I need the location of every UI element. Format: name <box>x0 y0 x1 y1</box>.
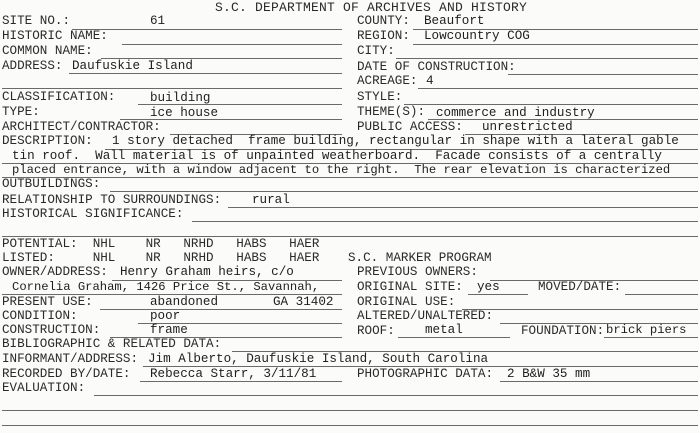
evaluation-line-3 <box>2 425 698 426</box>
owner-value-2: Cornelia Graham, 1426 Price St., Savannah, <box>12 280 320 294</box>
region-line <box>413 44 698 45</box>
site-no-line <box>72 29 342 30</box>
present-use-line <box>100 309 342 310</box>
acreage-label: ACREAGE: <box>357 74 418 88</box>
photographic-value: 2 B&W 35 mm <box>507 367 591 381</box>
style-line <box>404 104 698 105</box>
historical-significance-label: HISTORICAL SIGNIFICANCE: <box>2 207 184 221</box>
county-value: Beaufort <box>424 14 485 28</box>
theme-value: commerce and industry <box>436 106 595 120</box>
outbuildings-line <box>110 191 698 192</box>
form-title: S.C. DEPARTMENT OF ARCHIVES AND HISTORY <box>215 0 528 15</box>
present-use-label: PRESENT USE: <box>2 295 93 309</box>
construction-label: CONSTRUCTION: <box>2 323 101 337</box>
address-label: ADDRESS: <box>2 59 63 73</box>
architect-label: ARCHITECT/CONTRACTOR: <box>2 120 161 134</box>
previous-owners-label: PREVIOUS OWNERS: <box>357 265 478 279</box>
condition-label: CONDITION: <box>2 309 78 323</box>
photographic-label: PHOTOGRAPHIC DATA: <box>357 367 494 381</box>
region-value: Lowcountry COG <box>424 29 530 43</box>
county-label: COUNTY: <box>357 14 410 28</box>
classification-line <box>138 104 342 105</box>
relationship-label: RELATIONSHIP TO SURROUNDINGS: <box>2 193 222 207</box>
type-value: ice house <box>150 106 219 120</box>
potential-label: POTENTIAL: NHL NR NRHD HABS HAER <box>2 237 320 251</box>
public-access-label: PUBLIC ACCESS: <box>357 120 463 134</box>
evaluation-line <box>94 395 698 396</box>
owner-value-3: GA 31402 <box>273 295 334 309</box>
public-access-value: unrestricted <box>482 120 573 134</box>
site-no-value: 61 <box>150 14 166 28</box>
foundation-line <box>604 337 698 338</box>
bibliographic-label: BIBLIOGRAPHIC & RELATED DATA: <box>2 337 222 351</box>
address-value: Daufuskie Island <box>72 59 193 73</box>
classification-value: building <box>150 91 211 105</box>
informant-label: INFORMANT/ADDRESS: <box>2 352 139 366</box>
acreage-value: 4 <box>426 74 434 88</box>
listed-label: LISTED: NHL NR NRHD HABS HAER <box>2 251 320 265</box>
roof-line <box>398 337 510 338</box>
date-of-construction-label: DATE OF CONSTRUCTION: <box>357 60 516 74</box>
description-label: DESCRIPTION: <box>2 134 93 148</box>
marker-program-label: S.C. MARKER PROGRAM <box>348 251 492 265</box>
recorded-by-value: Rebecca Starr, 3/11/81 <box>150 367 317 381</box>
city-label: CITY: <box>357 44 395 58</box>
description-line-1-text: 1 story detached frame building, rectangular in shape with a lateral gable <box>112 134 679 148</box>
theme-label: THEME(S): <box>357 105 426 119</box>
original-use-line <box>462 309 698 310</box>
outbuildings-label: OUTBUILDINGS: <box>2 177 101 191</box>
description-line-3-text: placed entrance, with a window adjacent to the right. The rear elevation is characterized <box>12 163 671 177</box>
original-site-line <box>468 294 528 295</box>
type-label: TYPE: <box>2 105 40 119</box>
classification-label: CLASSIFICATION: <box>2 90 116 104</box>
style-label: STYLE: <box>357 90 403 104</box>
condition-value: poor <box>150 309 181 323</box>
construction-value: frame <box>150 323 188 337</box>
address-line <box>69 73 342 74</box>
owner-address-label: OWNER/ADDRESS: <box>2 265 108 279</box>
date-of-construction-line <box>508 74 698 75</box>
roof-label: ROOF: <box>357 324 395 338</box>
evaluation-line-2 <box>2 410 698 411</box>
description-line-3 <box>2 177 698 178</box>
foundation-value: brick piers <box>606 323 687 337</box>
address-line-2 <box>2 88 342 89</box>
recorded-by-line <box>140 381 342 382</box>
moved-date-label: MOVED/DATE: <box>538 280 622 294</box>
owner-value-1: Henry Graham heirs, c/o <box>120 265 294 279</box>
region-label: REGION: <box>357 29 410 43</box>
historic-name-label: HISTORIC NAME: <box>2 29 108 43</box>
original-use-label: ORIGINAL USE: <box>357 295 456 309</box>
city-line <box>396 58 698 59</box>
original-site-label: ORIGINAL SITE: <box>357 280 463 294</box>
historic-name-line <box>122 44 342 45</box>
foundation-label: FOUNDATION: <box>521 324 605 338</box>
site-no-label: SITE NO.: <box>2 14 71 28</box>
relationship-value: rural <box>252 193 290 207</box>
description-line-2-text: tin roof. Wall material is of unpainted weatherboard. Facade consists of a centrally <box>12 149 662 163</box>
relationship-line <box>228 207 698 208</box>
historical-significance-line <box>192 221 698 222</box>
roof-value: metal <box>425 323 463 337</box>
photographic-line <box>500 381 698 382</box>
acreage-line <box>418 88 698 89</box>
evaluation-label: EVALUATION: <box>2 381 86 395</box>
informant-value: Jim Alberto, Daufuskie Island, South Carolina <box>148 352 489 366</box>
present-use-value: abandoned <box>150 295 219 309</box>
moved-date-line <box>625 294 698 295</box>
common-name-label: COMMON NAME: <box>2 44 93 58</box>
original-site-value: yes <box>477 280 500 294</box>
altered-label: ALTERED/UNALTERED: <box>357 309 494 323</box>
recorded-by-label: RECORDED BY/DATE: <box>2 367 131 381</box>
